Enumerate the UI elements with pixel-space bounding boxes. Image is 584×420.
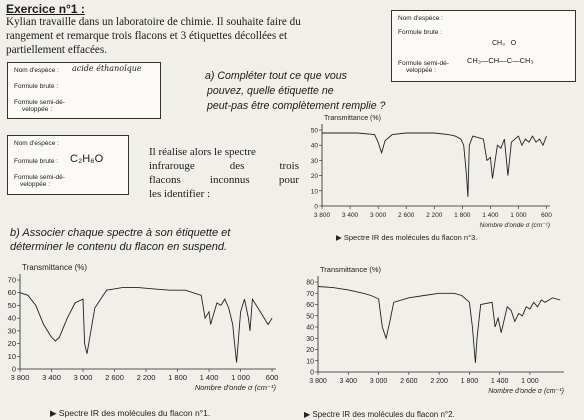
y-tick-label: 10: [7, 351, 16, 361]
intro-line-1: Kylian travaille dans un laboratoire de chimie. Il souhaite faire du: [6, 16, 301, 28]
y-tick-label: 0: [310, 369, 314, 377]
y-tick-label: 60: [306, 302, 314, 309]
x-tick-label: 3 400: [339, 378, 358, 385]
y-tick-label: 0: [11, 364, 16, 374]
x-tick-label: 2 200: [136, 373, 156, 382]
label-1-semi-label2: veloppée :: [22, 106, 52, 113]
spectrum-line: [20, 288, 272, 363]
x-tick-label: 1 400: [490, 378, 509, 385]
y-tick-label: 10: [306, 358, 314, 366]
label-2-name-label: Nom d'espèce :: [14, 140, 59, 147]
label-2-semi-label2: veloppée :: [20, 181, 50, 188]
y-tick-label: 80: [306, 279, 314, 287]
y-tick-label: 50: [7, 300, 16, 310]
x-tick-label: 3 000: [369, 212, 387, 219]
x-tick-label: 2 600: [105, 373, 124, 382]
x-tick-label: 1 000: [510, 212, 527, 219]
label-2-semi-label: Formule semi-dé-: [14, 174, 65, 181]
y-axis-label: Transmittance (%): [324, 115, 381, 122]
y-tick-label: 50: [310, 127, 318, 135]
question-b: [10, 226, 230, 254]
x-tick-label: 3 800: [10, 373, 30, 382]
x-tick-label: 600: [265, 373, 279, 382]
y-tick-label: 0: [314, 203, 318, 211]
label-3-semi-label2: veloppée :: [406, 67, 436, 74]
y-tick-label: 70: [306, 290, 314, 298]
x-tick-label: 1 400: [482, 212, 499, 219]
x-tick-label: 3 400: [341, 212, 359, 219]
chart-title: ▶ Spectre IR des molécules du flacon n°3.: [336, 233, 478, 242]
y-tick-label: 20: [310, 173, 318, 181]
label-1-semi-label: Formule semi-dé-: [14, 99, 65, 106]
infrared-text: [149, 145, 299, 201]
spectrum-line: [318, 287, 560, 364]
question-a-line-3: peut-pas être complètement remplie ?: [207, 100, 386, 112]
label-3-name-label: Nom d'espèce :: [398, 15, 443, 22]
label-1-name-label: Nom d'espèce :: [14, 67, 59, 74]
label-card-2: [7, 135, 129, 195]
label-3-semi-value: CH₃—CH—C—CH₃: [467, 56, 534, 65]
x-axis-label: Nombre d'onde σ (cm⁻¹): [194, 383, 276, 392]
chart-title: ▶ Spectre IR des molécules du flacon n°1.: [50, 408, 211, 418]
y-tick-label: 40: [7, 313, 16, 323]
x-tick-label: 1 800: [460, 378, 479, 385]
label-1-raw-label: Formule brute :: [14, 83, 59, 90]
x-tick-label: 3 000: [73, 373, 93, 382]
question-a-line-2: pouvez, quelle étiquette ne: [207, 85, 334, 97]
question-b-line-1: b) Associer chaque spectre à son étiquette et: [10, 227, 231, 239]
x-tick-label: 2 200: [426, 212, 443, 219]
x-tick-label: 3 800: [313, 212, 331, 219]
y-tick-label: 30: [7, 326, 16, 336]
x-tick-label: 1 000: [231, 373, 250, 382]
y-tick-label: 40: [310, 142, 318, 150]
x-tick-label: 1 800: [454, 212, 471, 219]
chart-title: ▶ Spectre IR des molécules du flacon n°2.: [304, 410, 455, 419]
x-tick-label: 3 400: [42, 373, 61, 382]
ir-spectrum-flask-1: [0, 256, 292, 420]
x-axis-label: Nombre d'onde σ (cm⁻¹): [479, 222, 550, 229]
x-tick-label: 2 200: [430, 378, 448, 385]
exercise-title: Exercice n°1 :: [6, 2, 85, 16]
question-a-line-1: a) Compléter tout ce que vous: [205, 70, 347, 82]
label-2-raw-value: C₂H₆O: [70, 153, 104, 165]
label-1-name-value: acide éthanoïque: [72, 64, 142, 73]
ir-spectrum-flask-3: [300, 112, 584, 242]
x-axis-label: Nombre d'onde σ (cm⁻¹): [488, 388, 564, 395]
ir-spectrum-flask-2: [294, 258, 584, 420]
x-tick-label: 1 400: [199, 373, 219, 382]
infrared-line-4: les identifier :: [149, 188, 211, 200]
infrared-line-3: flacons inconnus pour: [149, 174, 299, 186]
x-tick-label: 1 800: [168, 373, 187, 382]
label-card-3: [391, 10, 576, 82]
y-tick-label: 30: [306, 335, 314, 343]
y-tick-label: 20: [7, 339, 16, 349]
x-tick-label: 1 000: [521, 378, 539, 385]
y-tick-label: 30: [310, 157, 318, 165]
infrared-line-2: infrarouge des trois: [149, 160, 299, 172]
intro-line-2: rangement et remarque trois flacons et 3 étiquettes décollées et: [6, 30, 288, 42]
x-tick-label: 2 600: [400, 378, 418, 385]
infrared-line-1: Il réalise alors le spectre: [149, 146, 256, 158]
y-tick-label: 50: [306, 313, 314, 321]
question-b-line-2: déterminer le contenu du flacon en suspend.: [10, 241, 228, 253]
intro-text: [6, 15, 301, 57]
y-tick-label: 20: [306, 347, 314, 354]
label-3-semi-label: Formule semi-dé-: [398, 60, 449, 67]
x-tick-label: 3 800: [309, 378, 327, 385]
x-tick-label: 600: [541, 212, 552, 219]
intro-line-3: partiellement effacées.: [6, 44, 108, 56]
label-3-semi-top: CH₃ O: [492, 40, 517, 47]
label-card-1: [7, 62, 161, 119]
label-3-raw-label: Formule brute :: [398, 29, 443, 36]
y-tick-label: 10: [310, 188, 318, 196]
y-axis-label: Transmittance (%): [320, 265, 381, 274]
y-axis-label: Transmittance (%): [22, 263, 88, 272]
x-tick-label: 3 000: [369, 378, 388, 385]
spectrum-line: [322, 133, 547, 197]
y-tick-label: 70: [7, 275, 16, 285]
y-tick-label: 60: [7, 288, 16, 298]
label-2-raw-label: Formule brute :: [14, 158, 59, 165]
question-a: [205, 69, 385, 114]
x-tick-label: 2 600: [398, 212, 415, 219]
y-tick-label: 40: [306, 324, 314, 332]
